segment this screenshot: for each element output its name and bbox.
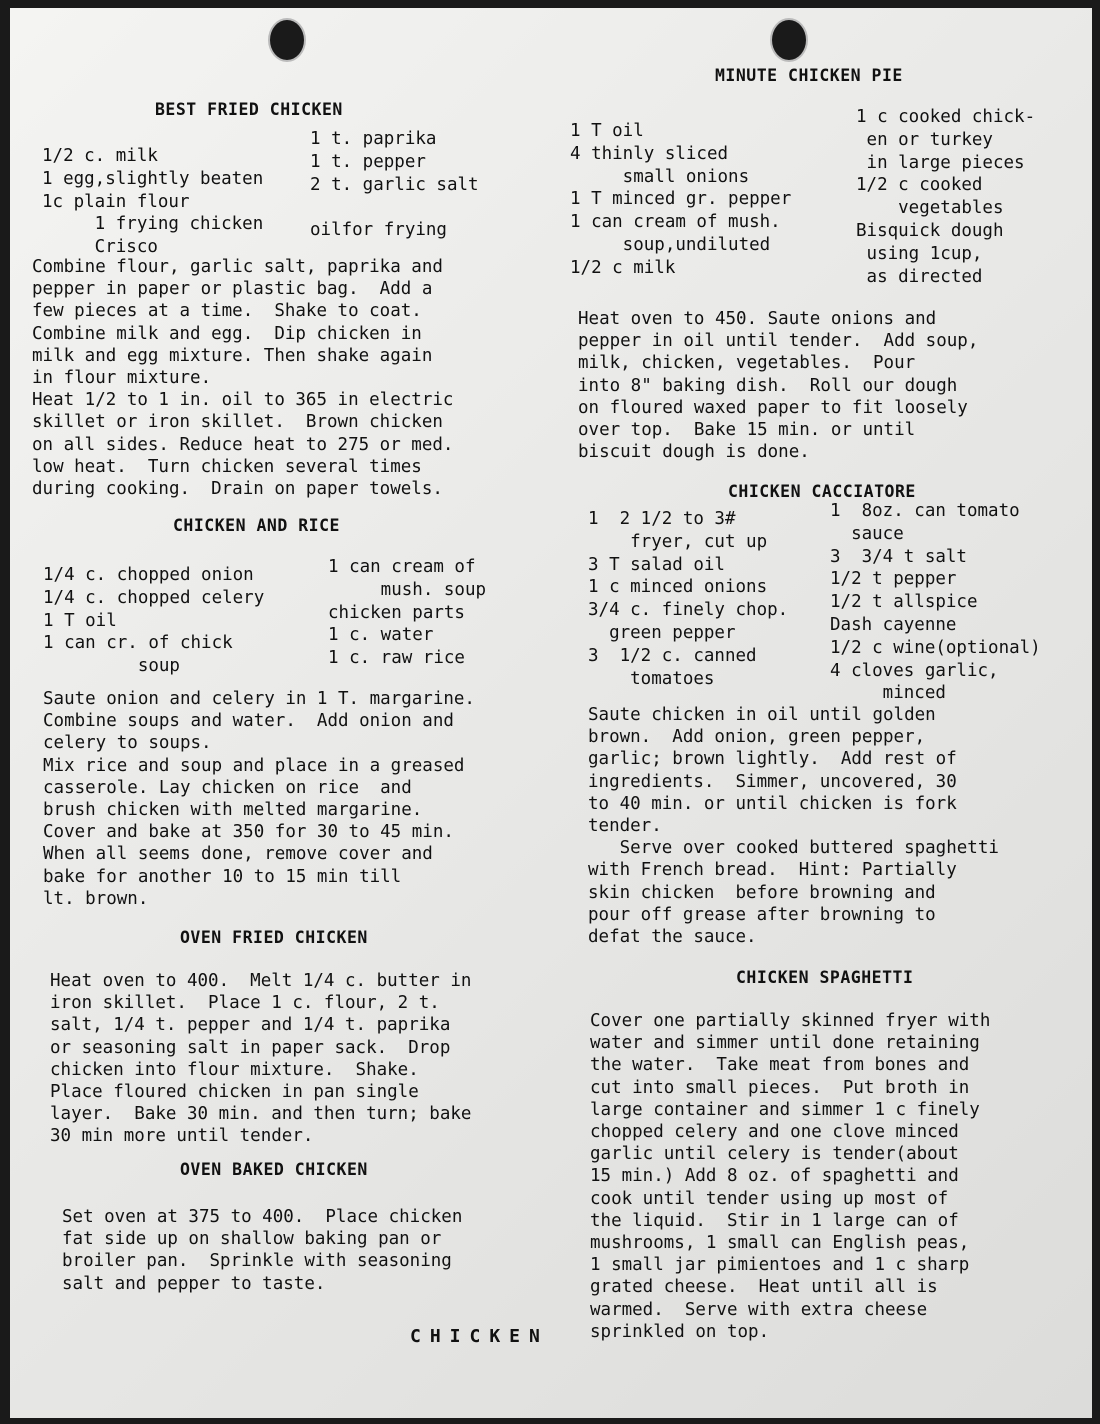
recipe-directions: Set oven at 375 to 400. Place chicken fat side up on shallow baking pan or broiler pan. Sprinkle with seasoning salt and pepper to taste. — [62, 1207, 463, 1294]
recipe-title: BEST FRIED CHICKEN — [155, 100, 343, 119]
recipe-title: OVEN BAKED CHICKEN — [180, 1160, 368, 1179]
ingredients-left: 1 2 1/2 to 3# fryer, cut up 3 T salad oil 1 c minced onions 3/4 c. finely chop. green pepper 3 1/2 c. canned tomatoes — [588, 509, 789, 689]
recipe-title: CHICKEN CACCIATORE — [728, 482, 916, 501]
ingredients-left: 1 T oil 4 thinly sliced small onions 1 T minced gr. pepper 1 can cream of mush. soup,undiluted 1/2 c milk — [570, 121, 792, 278]
recipe-page — [10, 8, 1092, 1418]
recipe-directions: Saute onion and celery in 1 T. margarine. Combine soups and water. Add onion and celery to soups. Mix rice and soup and place in a greased casserole. Lay chicken on rice and brush chicken with melted margarine. Cover and bake at 350 for 30 to 45 min. When all seems done, remove cover and bake for another 10 to 15 min till lt. brown. — [43, 689, 475, 909]
recipe-directions: Heat oven to 400. Melt 1/4 c. butter in iron skillet. Place 1 c. flour, 2 t. salt, 1/4 t. pepper and 1/4 t. paprika or seasoning salt in paper sack. Drop chicken into flour mixture. Shake. Place floured chicken in pan single layer. Bake 30 min. and then turn; bake 30 min more until tender. — [50, 971, 472, 1147]
recipe-directions: Heat oven to 450. Saute onions and pepper in oil until tender. Add soup, milk, chicken, vegetables. Pour into 8" baking dish. Roll our dough on floured waxed paper to fit loosely over top. Bake 15 min. or until biscuit dough is done. — [578, 309, 979, 463]
ingredients-left: 1/4 c. chopped onion 1/4 c. chopped celery 1 T oil 1 can cr. of chick soup — [43, 565, 265, 677]
recipe-title: CHICKEN SPAGHETTI — [736, 968, 914, 987]
ingredients-left: 1/2 c. milk 1 egg,slightly beaten 1c plain flour 1 frying chicken Crisco — [42, 146, 264, 258]
ingredients-right: 1 8oz. can tomato sauce 3 3/4 t salt 1/2 t pepper 1/2 t allspice Dash cayenne 1/2 c wine(optional) 4 cloves garlic, minced — [830, 501, 1041, 704]
recipe-directions: Cover one partially skinned fryer with water and simmer until done retaining the water. Take meat from bones and cut into small pieces. Put broth in large container and simmer 1 c finely chopped celery and one clove minced garlic until celery is tender(about 15 min.) Add 8 oz. of spaghetti and cook until tender using up most of the liquid. Stir in 1 large can of mushrooms, 1 small can English peas, 1 small jar pimientoes and 1 c sharp grated cheese. Heat until all is warmed. Serve with extra cheese sprinkled on top. — [590, 1011, 991, 1342]
ingredients-right: 1 can cream of mush. soup chicken parts 1 c. water 1 c. raw rice — [328, 557, 487, 669]
ingredients-right: 1 t. paprika 1 t. pepper 2 t. garlic salt oilfor frying — [310, 129, 479, 241]
recipe-title: CHICKEN AND RICE — [173, 516, 340, 535]
punch-hole — [268, 18, 306, 62]
recipe-title: OVEN FRIED CHICKEN — [180, 928, 368, 947]
punch-hole — [770, 18, 808, 62]
page-label: CHICKEN — [410, 1326, 549, 1347]
recipe-directions: Saute chicken in oil until golden brown. Add onion, green pepper, garlic; brown lightly. Add rest of ingredients. Simmer, uncovered, 30 to 40 min. or until chicken is fork tender. Serve over cooked buttered spaghetti with French bread. Hint: Partially skin chicken before browning and pour off grease after browning to defat the sauce. — [588, 705, 999, 948]
ingredients-right: 1 c cooked chick- en or turkey in large pieces 1/2 c cooked vegetables Bisquick dough using 1cup, as directed — [856, 107, 1036, 287]
recipe-title: MINUTE CHICKEN PIE — [715, 66, 903, 85]
recipe-directions: Combine flour, garlic salt, paprika and pepper in paper or plastic bag. Add a few pieces at a time. Shake to coat. Combine milk and egg. Dip chicken in milk and egg mixture. Then shake again in flour mixture. Heat 1/2 to 1 in. oil to 365 in electric skillet or iron skillet. Brown chicken on all sides. Reduce heat to 275 or med. low heat. Turn chicken several times during cooking. Drain on paper towels. — [32, 257, 454, 500]
